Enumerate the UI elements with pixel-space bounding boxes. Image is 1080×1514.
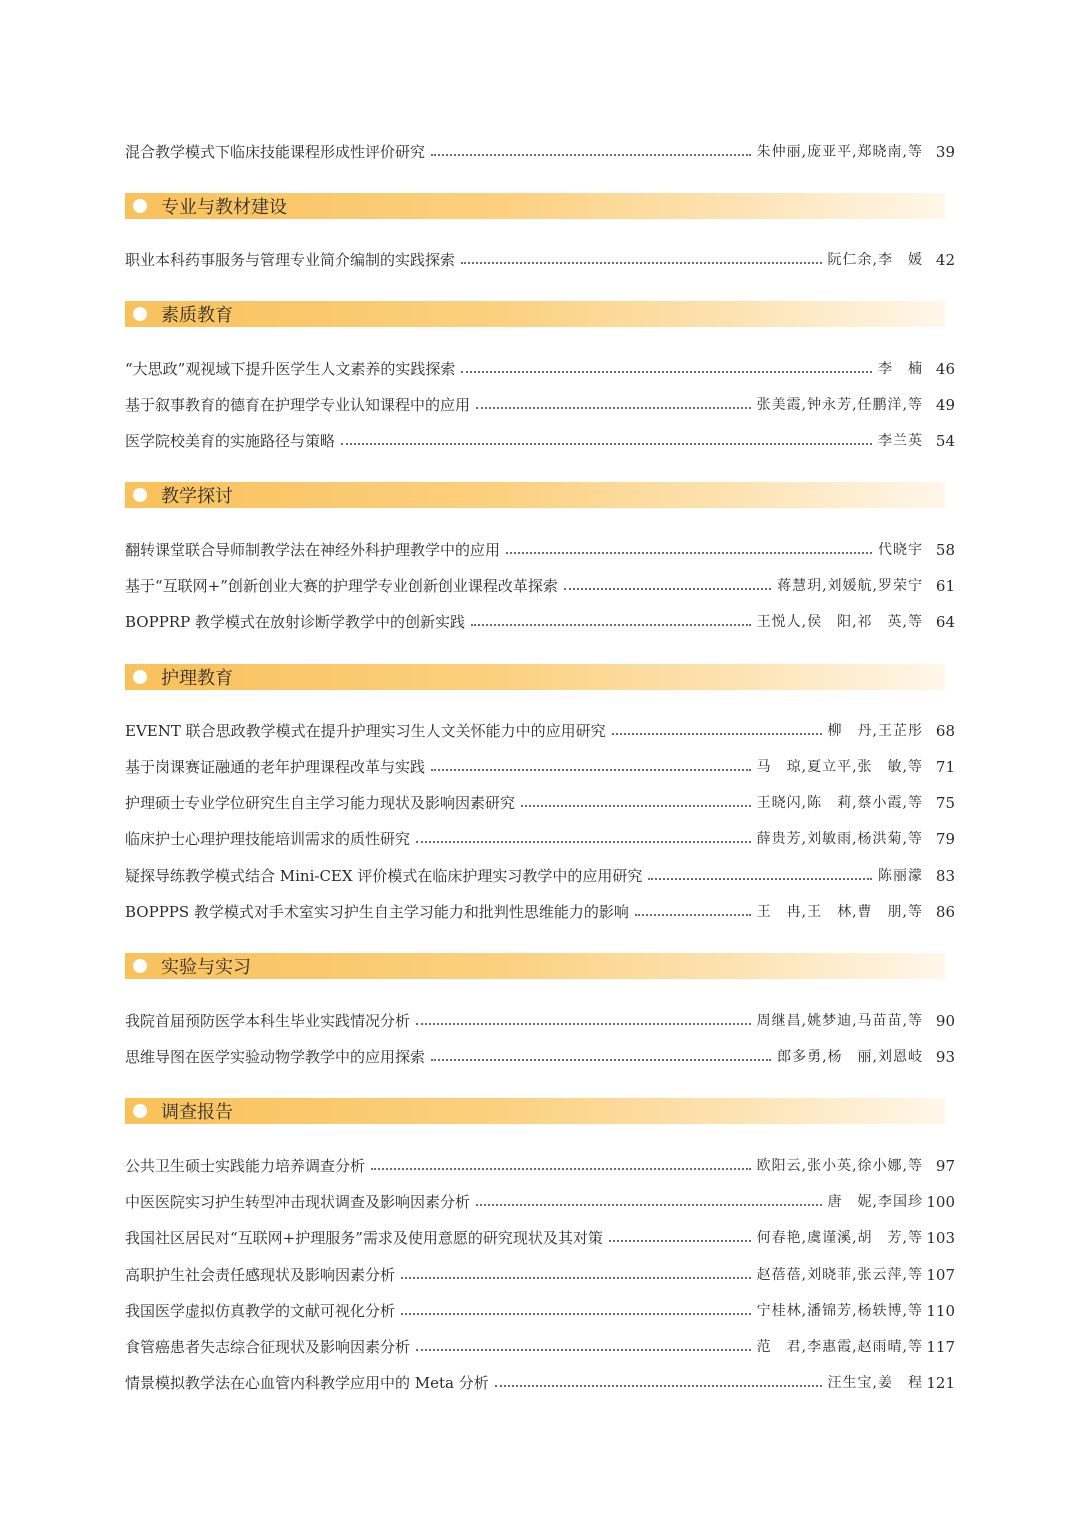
- toc-entry[interactable]: [125, 1299, 955, 1323]
- toc-entry[interactable]: [125, 791, 955, 815]
- toc-entry[interactable]: [125, 538, 955, 562]
- bullet-dot-icon: [133, 1104, 147, 1118]
- article-title: 临床护士心理护理技能培训需求的质性研究: [125, 830, 411, 848]
- toc-entry[interactable]: [125, 864, 955, 888]
- article-title: 疑探导练教学模式结合 Mini-CEX 评价模式在临床护理实习教学中的应用研究: [125, 867, 643, 885]
- dot-leader: [564, 588, 771, 590]
- bullet-dot-icon: [133, 670, 147, 684]
- article-authors: 张美霞,钟永芳,任鹏洋,等: [756, 397, 923, 413]
- section-title: 教学探讨: [161, 486, 233, 507]
- article-title: 我国医学虚拟仿真教学的文献可视化分析: [125, 1302, 396, 1320]
- toc-entry[interactable]: [125, 610, 955, 634]
- toc-entry[interactable]: [125, 1335, 955, 1359]
- page-number: 71: [935, 758, 955, 776]
- page-number: 83: [935, 867, 955, 885]
- section-header: [125, 193, 945, 219]
- section-header: [125, 301, 945, 327]
- section-title: 调查报告: [161, 1102, 233, 1123]
- page-number: 107: [926, 1266, 955, 1284]
- toc-entry[interactable]: [125, 1226, 955, 1250]
- article-title: 基于“互联网+”创新创业大赛的护理学专业创新创业课程改革探索: [125, 577, 558, 595]
- article-authors: 马 琼,夏立平,张 敏,等: [756, 759, 923, 775]
- article-authors: 宁桂林,潘锦芳,杨轶博,等: [756, 1303, 923, 1319]
- article-title: 医学院校美育的实施路径与策略: [125, 432, 336, 450]
- toc-entry[interactable]: [125, 429, 955, 453]
- bullet-dot-icon: [133, 307, 147, 321]
- dot-leader: [431, 1059, 771, 1061]
- article-authors: 薛贵芳,刘敏雨,杨洪菊,等: [756, 831, 923, 847]
- page-number: 46: [935, 360, 955, 378]
- article-title: BOPPRP 教学模式在放射诊断学教学中的创新实践: [125, 613, 465, 631]
- article-authors: 周继昌,姚梦迪,马苗苗,等: [756, 1013, 923, 1029]
- article-authors: 何春艳,虞谨溪,胡 芳,等: [756, 1230, 923, 1246]
- article-authors: 阮仁余,李 媛: [827, 252, 923, 268]
- dot-leader: [431, 769, 751, 771]
- article-authors: 范 君,李惠霞,赵雨晴,等: [756, 1339, 923, 1355]
- dot-leader: [495, 1385, 822, 1387]
- section-title: 素质教育: [161, 305, 233, 326]
- article-title: 我国社区居民对“互联网+护理服务”需求及使用意愿的研究现状及其对策: [125, 1229, 603, 1247]
- article-title: “大思政”观视域下提升医学生人文素养的实践探索: [125, 360, 456, 378]
- dot-leader: [612, 733, 822, 735]
- dot-leader: [521, 805, 751, 807]
- dot-leader: [506, 552, 872, 554]
- article-authors: 唐 妮,李国珍: [827, 1194, 923, 1210]
- toc-entry[interactable]: [125, 574, 955, 598]
- dot-leader: [609, 1240, 751, 1242]
- dot-leader: [471, 624, 751, 626]
- toc-entry[interactable]: [125, 357, 955, 381]
- page-number: 86: [935, 903, 955, 921]
- page-number: 39: [935, 143, 955, 161]
- section-header: [125, 1098, 945, 1124]
- toc-entry[interactable]: [125, 140, 955, 164]
- page-number: 100: [926, 1193, 955, 1211]
- bullet-dot-icon: [133, 199, 147, 213]
- article-authors: 赵蓓蓓,刘晓菲,张云萍,等: [756, 1267, 923, 1283]
- dot-leader: [416, 841, 751, 843]
- section-header: [125, 953, 945, 979]
- article-title: 职业本科药事服务与管理专业简介编制的实践探索: [125, 251, 456, 269]
- article-title: 思维导图在医学实验动物学教学中的应用探索: [125, 1048, 426, 1066]
- toc-entry[interactable]: [125, 1045, 955, 1069]
- toc-entry[interactable]: [125, 1009, 955, 1033]
- section-header: [125, 482, 945, 508]
- article-title: 食管癌患者失志综合征现状及影响因素分析: [125, 1338, 411, 1356]
- dot-leader: [461, 262, 822, 264]
- article-title: 高职护生社会责任感现状及影响因素分析: [125, 1266, 396, 1284]
- article-title: 我院首届预防医学本科生毕业实践情况分析: [125, 1012, 411, 1030]
- page-number: 68: [935, 722, 955, 740]
- article-authors: 郎多勇,杨 丽,刘恩岐: [777, 1049, 923, 1065]
- article-authors: 朱仲丽,庞亚平,郑晓南,等: [756, 144, 923, 160]
- dot-leader: [416, 1349, 751, 1351]
- article-authors: 王 冉,王 林,曹 朋,等: [756, 904, 923, 920]
- dot-leader: [648, 878, 872, 880]
- article-title: 情景模拟教学法在心血管内科教学应用中的 Meta 分析: [125, 1374, 489, 1392]
- page-number: 97: [935, 1157, 955, 1175]
- page-number: 49: [935, 396, 955, 414]
- toc-entry[interactable]: [125, 1371, 955, 1395]
- page-number: 75: [935, 794, 955, 812]
- article-title: 翻转课堂联合导师制教学法在神经外科护理教学中的应用: [125, 541, 501, 559]
- article-title: 中医医院实习护生转型冲击现状调查及影响因素分析: [125, 1193, 471, 1211]
- bullet-dot-icon: [133, 959, 147, 973]
- section-header: [125, 664, 945, 690]
- article-title: 公共卫生硕士实践能力培养调查分析: [125, 1157, 366, 1175]
- bullet-dot-icon: [133, 488, 147, 502]
- section-title: 实验与实习: [161, 957, 251, 978]
- toc-entry[interactable]: [125, 755, 955, 779]
- dot-leader: [476, 407, 751, 409]
- page-number: 58: [935, 541, 955, 559]
- toc-entry[interactable]: [125, 900, 955, 924]
- dot-leader: [401, 1277, 751, 1279]
- page-number: 61: [935, 577, 955, 595]
- dot-leader: [371, 1168, 751, 1170]
- dot-leader: [476, 1204, 822, 1206]
- dot-leader: [635, 914, 751, 916]
- page-number: 79: [935, 830, 955, 848]
- article-authors: 代晓宇: [878, 542, 923, 558]
- toc-entry[interactable]: [125, 248, 955, 272]
- toc-entry[interactable]: [125, 1190, 955, 1214]
- page-number: 42: [935, 251, 955, 269]
- page-number: 121: [926, 1374, 955, 1392]
- article-authors: 陈丽濛: [878, 868, 923, 884]
- dot-leader: [461, 371, 872, 373]
- dot-leader: [341, 443, 872, 445]
- toc-entry[interactable]: [125, 827, 955, 851]
- page-number: 90: [935, 1012, 955, 1030]
- article-title: 基于叙事教育的德育在护理学专业认知课程中的应用: [125, 396, 471, 414]
- article-title: EVENT 联合思政教学模式在提升护理实习生人文关怀能力中的应用研究: [125, 722, 606, 740]
- article-title: 混合教学模式下临床技能课程形成性评价研究: [125, 143, 426, 161]
- dot-leader: [401, 1313, 751, 1315]
- article-authors: 李兰英: [878, 433, 923, 449]
- article-title: 护理硕士专业学位研究生自主学习能力现状及影响因素研究: [125, 794, 516, 812]
- page-number: 64: [935, 613, 955, 631]
- article-authors: 李 楠: [878, 361, 923, 377]
- article-authors: 汪生宝,姜 程: [827, 1375, 923, 1391]
- section-title: 护理教育: [161, 668, 233, 689]
- page-number: 103: [926, 1229, 955, 1247]
- article-authors: 蒋慧玥,刘媛航,罗荣宁: [777, 578, 923, 594]
- article-authors: 柳 丹,王芷彤: [827, 723, 923, 739]
- page-number: 117: [926, 1338, 955, 1356]
- toc-entry[interactable]: [125, 393, 955, 417]
- page-number: 93: [935, 1048, 955, 1066]
- article-title: BOPPPS 教学模式对手术室实习护生自主学习能力和批判性思维能力的影响: [125, 903, 629, 921]
- dot-leader: [431, 154, 751, 156]
- dot-leader: [416, 1023, 751, 1025]
- toc-entry[interactable]: [125, 1263, 955, 1287]
- page-number: 54: [935, 432, 955, 450]
- article-title: 基于岗课赛证融通的老年护理课程改革与实践: [125, 758, 426, 776]
- article-authors: 欧阳云,张小英,徐小娜,等: [756, 1158, 923, 1174]
- toc-entry[interactable]: [125, 719, 955, 743]
- toc-entry[interactable]: [125, 1154, 955, 1178]
- page-number: 110: [926, 1302, 955, 1320]
- article-authors: 王晓闪,陈 莉,蔡小霞,等: [756, 795, 923, 811]
- article-authors: 王悦人,侯 阳,祁 英,等: [756, 614, 923, 630]
- section-title: 专业与教材建设: [161, 197, 287, 218]
